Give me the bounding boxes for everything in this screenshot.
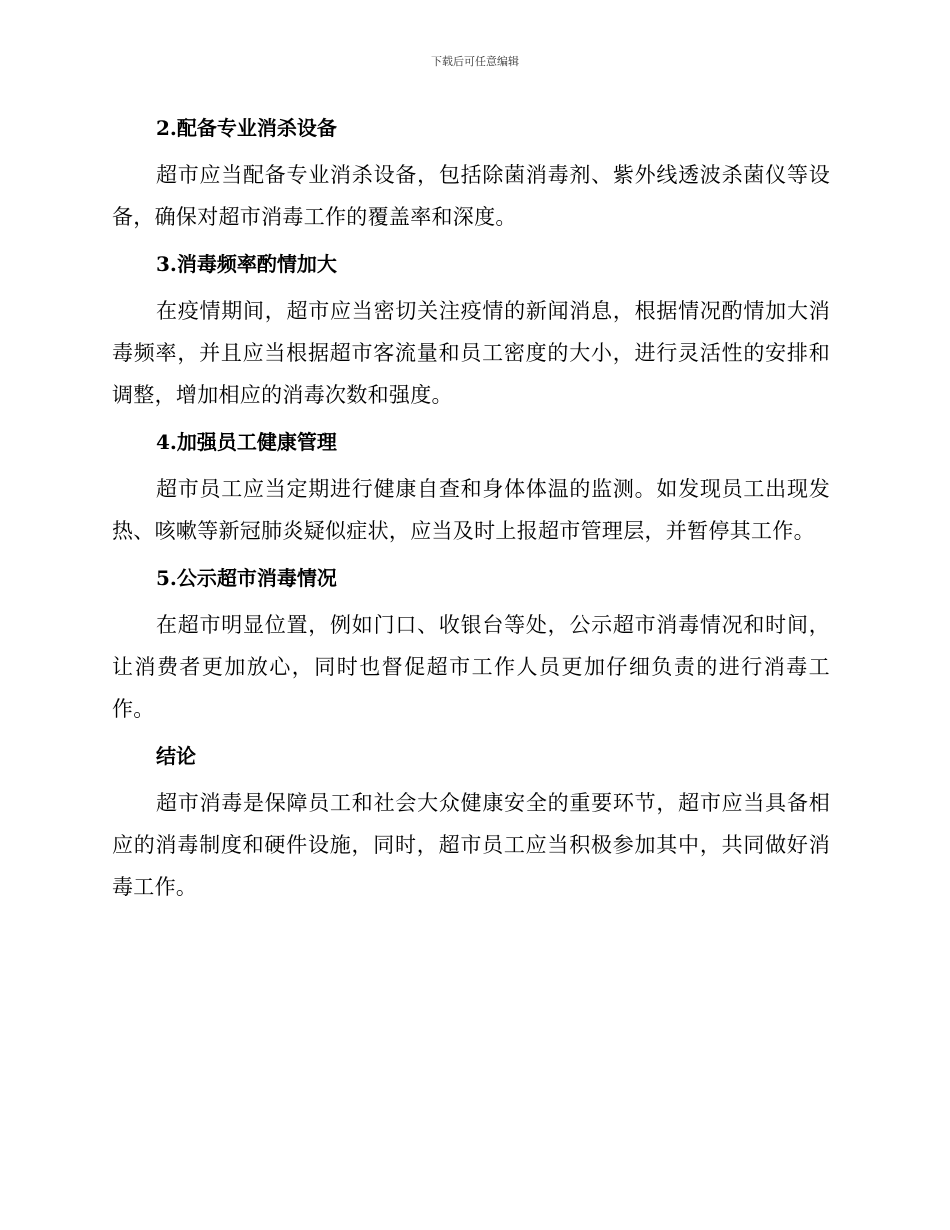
section-paragraph-frequency: 在疫情期间，超市应当密切关注疫情的新闻消息，根据情况酌情加大消毒频率，并且应当根据超市客流量和员工密度的大小，进行灵活性的安排和调整，增加相应的消毒次数和强度。 — [112, 299, 830, 407]
section-paragraph-publicity: 在超市明显位置，例如门口、收银台等处，公示超市消毒情况和时间，让消费者更加放心，同时也督促超市工作人员更加仔细负责的进行消毒工作。 — [112, 613, 830, 721]
section-paragraph-health: 超市员工应当定期进行健康自查和身体体温的监测。如发现员工出现发热、咳嗽等新冠肺炎疑似症状，应当及时上报超市管理层，并暂停其工作。 — [112, 477, 830, 543]
header-note: 下载后可任意编辑 — [431, 55, 519, 68]
section-heading-frequency: 3.消毒频率酌情加大 — [156, 252, 337, 276]
section-heading-health: 4.加强员工健康管理 — [156, 430, 337, 454]
section-paragraph-conclusion: 超市消毒是保障员工和社会大众健康安全的重要环节，超市应当具备相应的消毒制度和硬件设施，同时，超市员工应当积极参加其中，共同做好消毒工作。 — [112, 791, 830, 899]
section-heading-conclusion: 结论 — [156, 744, 196, 768]
section-heading-equipment: 2.配备专业消杀设备 — [156, 116, 337, 140]
document-body — [112, 108, 830, 914]
section-heading-publicity: 5.公示超市消毒情况 — [156, 566, 337, 590]
section-paragraph-equipment: 超市应当配备专业消杀设备，包括除菌消毒剂、紫外线透波杀菌仪等设备，确保对超市消毒工作的覆盖率和深度。 — [112, 163, 830, 229]
